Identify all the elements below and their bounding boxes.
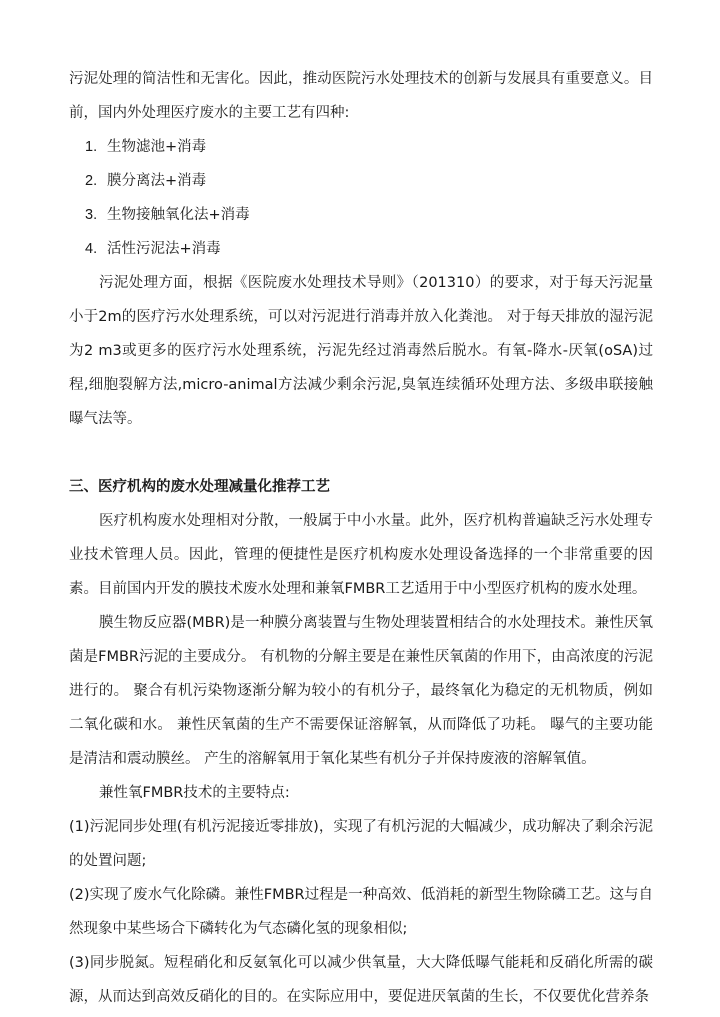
list-text: 膜分离法+消毒 bbox=[107, 173, 207, 189]
list-number: 4. bbox=[85, 241, 98, 257]
list-item bbox=[69, 198, 653, 232]
section-spacer bbox=[69, 436, 653, 470]
treatment-methods-list bbox=[69, 130, 653, 266]
feature-item: (2)实现了废水气化除磷。兼性FMBR过程是一种高效、低消耗的新型生物除磷工艺。这与自然现象中某些场合下磷转化为气态磷化氢的现象相似; bbox=[69, 887, 653, 937]
document-page bbox=[69, 62, 653, 1014]
list-text: 活性污泥法+消毒 bbox=[107, 241, 221, 257]
list-item bbox=[69, 164, 653, 198]
features-intro: 兼性氧FMBR技术的主要特点: bbox=[99, 785, 290, 801]
intro-paragraph: 污泥处理的简洁性和无害化。因此，推动医院污水处理技术的创新与发展具有重要意义。目前，国内外处理医疗废水的主要工艺有四种: bbox=[69, 71, 653, 121]
section-paragraph-1: 医疗机构废水处理相对分散，一般属于中小水量。此外，医疗机构普遍缺乏污水处理专业技术管理人员。因此，管理的便捷性是医疗机构废水处理设备选择的一个非常重要的因素。目前国内开发的膜技术废水处理和兼氧FMBR工艺适用于中小型医疗机构的废水处理。 bbox=[69, 513, 653, 597]
sludge-paragraph: 污泥处理方面，根据《医院废水处理技术导则》（201310）的要求，对于每天污泥量小于2m的医疗污水处理系统，可以对污泥进行消毒并放入化粪池。 对于每天排放的湿污泥为2 m3或更多的医疗污水处理系统，污泥先经过消毒然后脱水。有氧-降水-厌氧(oSA)过程,细胞裂解方法,micro-animal方法减少剩余污泥,臭氧连续循环处理方法、多级串联接触曝气法等。 bbox=[69, 275, 653, 427]
list-item bbox=[69, 130, 653, 164]
list-number: 3. bbox=[85, 207, 98, 223]
list-item bbox=[69, 232, 653, 266]
list-text: 生物滤池+消毒 bbox=[107, 139, 207, 155]
list-number: 1. bbox=[85, 139, 98, 155]
list-text: 生物接触氧化法+消毒 bbox=[107, 207, 250, 223]
section-heading: 三、医疗机构的废水处理减量化推荐工艺 bbox=[69, 479, 330, 495]
feature-item: (3)同步脱氮。短程硝化和反氨氧化可以减少供氧量，大大降低曝气能耗和反硝化所需的碳源，从而达到高效反硝化的目的。在实际应用中，要促进厌氧菌的生长，不仅要优化营养条 bbox=[69, 955, 653, 1005]
section-paragraph-2: 膜生物反应器(MBR)是一种膜分离装置与生物处理装置相结合的水处理技术。兼性厌氧菌是FMBR污泥的主要成分。 有机物的分解主要是在兼性厌氧菌的作用下，由高浓度的污泥进行的。 聚合有机污染物逐渐分解为较小的有机分子，最终氧化为稳定的无机物质，例如二氧化碳和水。 兼性厌氧菌的生产不需要保证溶解氧，从而降低了功耗。 曝气的主要功能是清洁和震动膜丝。 产生的溶解氧用于氧化某些有机分子并保持废液的溶解氧值。 bbox=[69, 615, 653, 767]
list-number: 2. bbox=[85, 173, 98, 189]
feature-item: (1)污泥同步处理(有机污泥接近零排放)，实现了有机污泥的大幅减少，成功解决了剩余污泥的处置问题; bbox=[69, 819, 653, 869]
